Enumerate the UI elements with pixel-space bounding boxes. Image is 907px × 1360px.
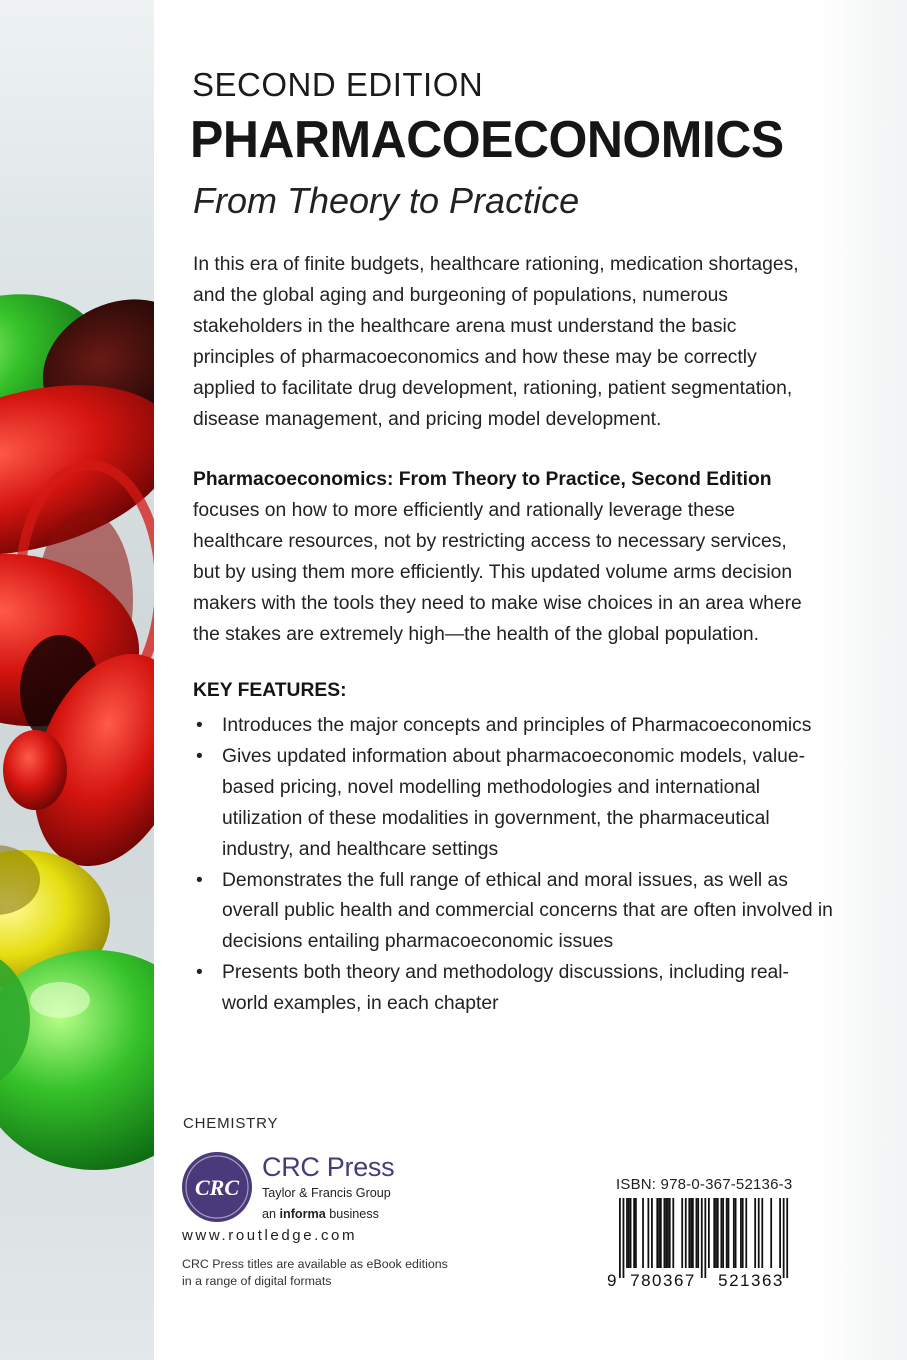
barcode-bar [779, 1198, 781, 1268]
publisher-group: Taylor & Francis Group [262, 1186, 391, 1200]
barcode-bar [656, 1198, 658, 1268]
barcode-bar [626, 1198, 628, 1268]
barcode-bar [669, 1198, 671, 1268]
barcode-digit-first: 9 [607, 1271, 617, 1288]
barcode-bar [685, 1198, 687, 1268]
barcode-bar [623, 1198, 625, 1278]
intro-paragraph: In this era of finite budgets, healthcare rationing, medication shortages, and the global aging and burgeoning of populations, numerous stakeholders in the healthcare arena must understand the basic principles of pharmacoeconomics and how these may be correctly applied to facilitate drug development, rationing, patient segmentation, disease management, and pricing model development. [193, 254, 799, 430]
barcode-bar [742, 1198, 744, 1268]
barcode-bar [664, 1198, 666, 1268]
barcode-bar [726, 1198, 728, 1268]
barcode-bar [754, 1198, 756, 1268]
barcode-bar [672, 1198, 674, 1268]
barcode-bar [630, 1198, 632, 1268]
barcode-bar [692, 1198, 694, 1268]
barcode-bar [783, 1198, 785, 1278]
publisher-name: CRC Press [262, 1152, 395, 1182]
bullet-icon: • [196, 715, 203, 736]
isbn-label: ISBN: 978-0-367-52136-3 [616, 1176, 793, 1193]
barcode-bar [701, 1198, 703, 1278]
description-text: focuses on how to more efficiently and rationally leverage these healthcare resources, not by restricting access to necessary services, but by using them more efficiently. This updated volume arms decision makers with the tools they need to make wise choices in an area where the stakes are extremely high—the health of the global population. [193, 499, 802, 645]
book-subtitle: From Theory to Practice [193, 180, 580, 221]
barcode-bar [688, 1198, 690, 1268]
logo-lettering: CRC [194, 1175, 240, 1200]
crc-press-logo-icon [181, 1151, 253, 1223]
barcode-bar [660, 1198, 662, 1268]
barcode-bar [713, 1198, 715, 1268]
barcode-bar [665, 1198, 667, 1268]
barcode-bar [786, 1198, 788, 1278]
publisher-informa [262, 1207, 379, 1221]
bullet-icon: • [196, 869, 203, 891]
barcode-bar [717, 1198, 719, 1268]
pill-capsules-artwork-icon [0, 0, 154, 1360]
barcode-bar [633, 1198, 635, 1268]
barcode-bar [740, 1198, 742, 1268]
barcode-bar [681, 1198, 683, 1268]
list-item [193, 958, 833, 1020]
barcode-bar [697, 1198, 699, 1268]
book-title: PHARMACOECONOMICS [190, 111, 784, 169]
barcode-bar [647, 1198, 649, 1268]
ebook-note-line2: in a range of digital formats [182, 1274, 332, 1288]
informa-bold: informa [279, 1207, 326, 1221]
description-paragraph [193, 465, 818, 650]
barcode-bar [770, 1198, 772, 1268]
barcode-bar [667, 1198, 669, 1268]
barcode-bar [722, 1198, 724, 1268]
barcode-bar [619, 1198, 621, 1278]
list-item [193, 866, 833, 959]
isbn-barcode-icon [605, 1196, 799, 1288]
informa-prefix: an [262, 1207, 277, 1221]
feature-text: Introduces the major concepts and principles of Pharmacoeconomics [222, 715, 812, 736]
key-features-heading: KEY FEATURES: [193, 680, 347, 701]
list-item [193, 742, 833, 866]
feature-text: Demonstrates the full range of ethical and moral issues, as well as overall public health and commercial concerns that are often involved in decisions entailing pharmacoeconomic issues [222, 869, 833, 953]
barcode-bar [635, 1198, 637, 1268]
bullet-icon: • [196, 962, 203, 984]
informa-suffix: business [329, 1207, 379, 1221]
edition-label: SECOND EDITION [192, 66, 484, 103]
barcode-bar [745, 1198, 747, 1268]
bullet-icon: • [196, 745, 203, 767]
barcode-bar [658, 1198, 660, 1268]
barcode-bar [720, 1198, 722, 1268]
publisher-website: www.routledge.com [182, 1227, 358, 1244]
barcode-bar [715, 1198, 717, 1268]
barcode-bar [733, 1198, 735, 1268]
barcode-bar [761, 1198, 763, 1268]
barcode-bar [708, 1198, 710, 1268]
barcode-bars [619, 1198, 788, 1278]
barcode-bar [642, 1198, 644, 1268]
barcode-digits-right: 521363 [718, 1271, 784, 1288]
barcode-bar [735, 1198, 737, 1268]
barcode-bar [758, 1198, 760, 1268]
barcode-bar [696, 1198, 698, 1268]
feature-text: Gives updated information about pharmacoeconomic models, value-based pricing, novel modelling methodologies and international utilization of these modalities in government, the pharmaceutical industry, and healthcare settings [222, 745, 806, 860]
subject-category: CHEMISTRY [183, 1115, 279, 1132]
barcode-bar [704, 1198, 706, 1278]
barcode-bar [651, 1198, 653, 1268]
list-item [193, 711, 833, 742]
barcode-bar [728, 1198, 730, 1268]
ebook-note-line1: CRC Press titles are available as eBook editions [182, 1257, 448, 1271]
barcode-bar [690, 1198, 692, 1268]
barcode-digits-left: 780367 [630, 1271, 696, 1288]
description-bold-lead: Pharmacoeconomics: From Theory to Practice, Second Edition [193, 469, 772, 490]
feature-text: Presents both theory and methodology discussions, including real-world examples, in each chapter [222, 962, 789, 1015]
key-features-list [193, 711, 833, 1020]
barcode-bar [628, 1198, 630, 1268]
